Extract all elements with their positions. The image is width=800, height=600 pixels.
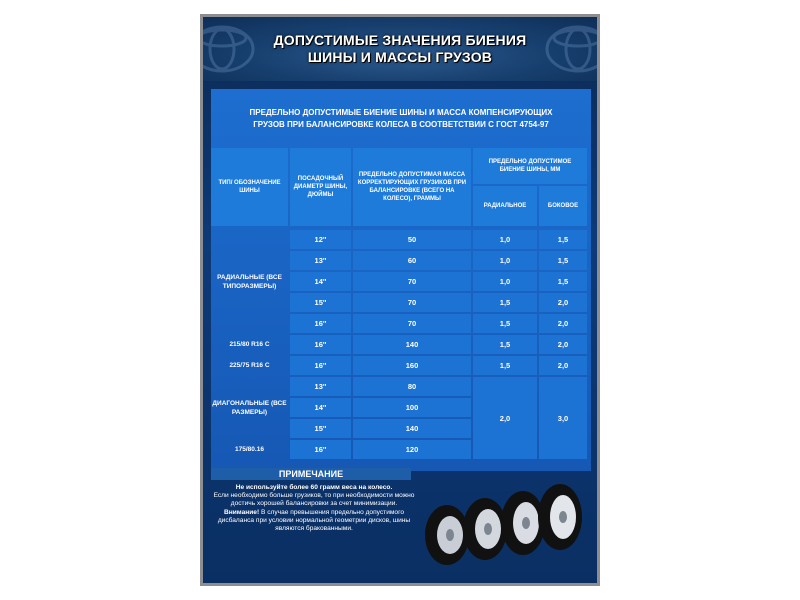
note-title: ПРИМЕЧАНИЕ <box>211 468 411 480</box>
cell-lateral: 2,0 <box>539 356 587 375</box>
cell-radial: 1,5 <box>473 335 537 354</box>
tire-icon <box>538 484 582 550</box>
title-line-2: ШИНЫ И МАССЫ ГРУЗОВ <box>307 49 493 65</box>
cell-diameter: 13'' <box>290 251 351 270</box>
cell-diameter: 12'' <box>290 230 351 249</box>
cell-mass: 60 <box>353 251 471 270</box>
cell-mass: 80 <box>353 377 471 396</box>
type-diagonal-all: ДИАГОНАЛЬНЫЕ (ВСЕ РАЗМЕРЫ) <box>212 399 287 416</box>
cell-radial: 1,0 <box>473 272 537 291</box>
cell-lateral: 1,5 <box>539 272 587 291</box>
cell-lateral: 2,0 <box>539 335 587 354</box>
cell-mass: 120 <box>353 440 471 459</box>
cell-radial-diagonal: 2,0 <box>473 377 537 459</box>
header-mass: ПРЕДЕЛЬНО ДОПУСТИМАЯ МАССА КОРРЕКТИРУЮЩИХ ГРУЗИКОВ ПРИ БАЛАНСИРОВКЕ (ВСЕГО НА КОЛЕСО), ГРАММЫ <box>353 148 471 226</box>
cell-mass: 140 <box>353 419 471 438</box>
note-paragraph-1: Если необходимо больше грузиков, то при необходимости можно достичь хорошей балансировки за счет минимизации. <box>213 492 415 508</box>
cell-lateral: 1,5 <box>539 230 587 249</box>
cell-radial: 1,5 <box>473 314 537 333</box>
tires-illustration <box>417 477 587 569</box>
type-215: 215/80 R16 C <box>229 341 270 348</box>
cell-radial: 1,0 <box>473 230 537 249</box>
cell-diameter: 15'' <box>290 419 351 438</box>
header-radial: РАДИАЛЬНОЕ <box>473 186 537 226</box>
cell-radial: 1,5 <box>473 356 537 375</box>
cell-lateral: 2,0 <box>539 314 587 333</box>
poster-body <box>203 17 597 583</box>
cell-diameter: 16'' <box>290 440 351 459</box>
cell-diameter: 13'' <box>290 377 351 396</box>
cell-diameter: 14'' <box>290 398 351 417</box>
cell-diameter: 16'' <box>290 335 351 354</box>
type-225: 225/75 R16 C <box>229 362 270 369</box>
cell-mass: 160 <box>353 356 471 375</box>
subtitle-line-1: ПРЕДЕЛЬНО ДОПУСТИМЫЕ БИЕНИЕ ШИНЫ И МАССА КОМПЕНСИРУЮЩИХ <box>249 108 553 117</box>
subtitle-line-2: ГРУЗОВ ПРИ БАЛАНСИРОВКЕ КОЛЕСА В СООТВЕТСТВИИ С ГОСТ 4754-97 <box>253 120 549 129</box>
header-type: ТИП/ ОБОЗНАЧЕНИЕ ШИНЫ <box>211 148 288 226</box>
cell-mass: 140 <box>353 335 471 354</box>
tire-icon <box>463 498 507 560</box>
cell-lateral-diagonal: 3,0 <box>539 377 587 459</box>
note-text <box>211 484 417 533</box>
type-radial-all: РАДИАЛЬНЫЕ (ВСЕ ТИПОРАЗМЕРЫ) <box>217 273 282 290</box>
cell-diameter: 15'' <box>290 293 351 312</box>
cell-lateral: 1,5 <box>539 251 587 270</box>
header-diameter: ПОСАДОЧНЫЙ ДИАМЕТР ШИНЫ, ДЮЙМЫ <box>290 148 351 226</box>
cell-radial: 1,5 <box>473 293 537 312</box>
cell-diameter: 16'' <box>290 356 351 375</box>
cell-mass: 100 <box>353 398 471 417</box>
cell-lateral: 2,0 <box>539 293 587 312</box>
note-attention: Внимание! <box>223 508 260 516</box>
title-line-1: ДОПУСТИМЫЕ ЗНАЧЕНИЯ БИЕНИЯ <box>273 32 527 48</box>
type-175: 175/80.16 <box>235 446 264 453</box>
cell-mass: 70 <box>353 314 471 333</box>
tire-icon <box>425 505 469 565</box>
poster <box>200 14 600 586</box>
cell-mass: 70 <box>353 272 471 291</box>
note-warning: Не используйте более 60 грамм веса на колесо. <box>235 484 393 491</box>
cell-mass: 50 <box>353 230 471 249</box>
cell-diameter: 16'' <box>290 314 351 333</box>
cell-mass: 70 <box>353 293 471 312</box>
cell-radial: 1,0 <box>473 251 537 270</box>
cell-diameter: 14'' <box>290 272 351 291</box>
note-paragraph-2: В случае превышения предельно допустимого дисбаланса при условии нормальной геометрии дисков, шины являются бракованными. <box>217 508 411 533</box>
header-runout: ПРЕДЕЛЬНО ДОПУСТИМОЕ БИЕНИЕ ШИНЫ, ММ <box>473 148 587 184</box>
header-lateral: БОКОВОЕ <box>539 186 587 226</box>
